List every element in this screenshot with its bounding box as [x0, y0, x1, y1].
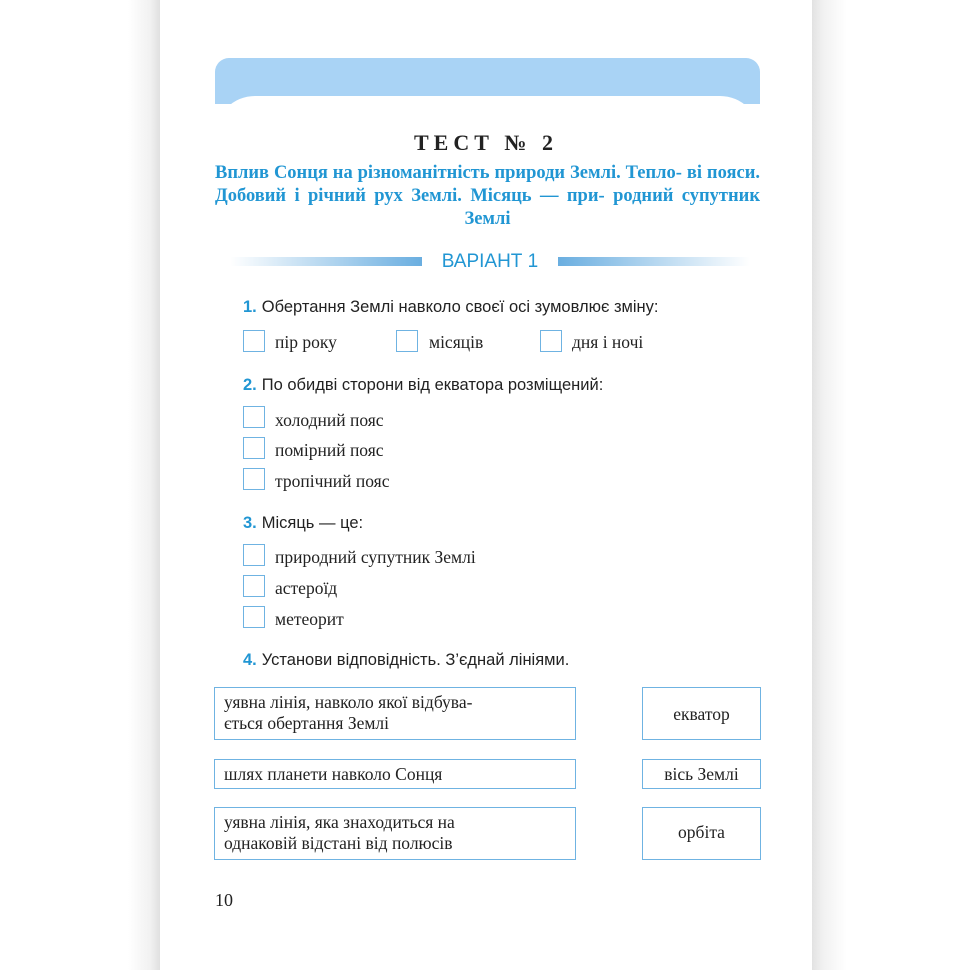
question-text: Установи відповідність. З’єднай лініями. — [261, 651, 570, 669]
option-checkbox[interactable] — [243, 406, 265, 428]
option-checkbox[interactable] — [243, 544, 265, 566]
subtitle-line: ві пояси. Добовий і річний рух Землі. Місяць — при- — [215, 163, 760, 206]
option-checkbox[interactable] — [243, 437, 265, 459]
variant-banner — [230, 250, 750, 274]
worksheet-page — [160, 0, 812, 970]
match-left-item[interactable] — [214, 759, 576, 789]
option-label: холодний пояс — [275, 410, 384, 430]
option-checkbox[interactable] — [243, 330, 265, 352]
question-1 — [243, 298, 659, 317]
variant-line-left — [230, 257, 422, 266]
option-label: помірний пояс — [275, 440, 384, 460]
question-text: По обидві сторони від екватора розміщений: — [261, 376, 604, 394]
option-label: місяців — [429, 332, 484, 352]
option-label: природний супутник Землі — [275, 547, 476, 567]
question-number: 4. — [243, 651, 257, 669]
match-text-line: шлях планети навколо Сонця — [224, 764, 443, 784]
option-checkbox[interactable] — [243, 468, 265, 490]
variant-line-right — [558, 257, 750, 266]
option-checkbox[interactable] — [396, 330, 418, 352]
test-subtitle — [215, 162, 760, 231]
match-left-item[interactable] — [214, 807, 576, 860]
page-number: 10 — [215, 890, 233, 910]
page-shadow-right — [812, 0, 970, 970]
question-3 — [243, 514, 363, 533]
match-right-item[interactable]: екватор — [642, 687, 761, 740]
option-checkbox[interactable] — [243, 606, 265, 628]
option-label: астероїд — [275, 578, 338, 598]
option-checkbox[interactable] — [243, 575, 265, 597]
test-title: ТЕСТ № 2 — [413, 130, 559, 155]
question-number: 3. — [243, 514, 257, 532]
variant-label: ВАРІАНТ 1 — [441, 251, 539, 272]
match-right-item[interactable]: орбіта — [642, 807, 761, 860]
question-number: 2. — [243, 376, 257, 394]
subtitle-line: Вплив Сонця на різноманітність природи Землі. Тепло- — [215, 163, 682, 183]
question-text: Обертання Землі навколо своєї осі зумовлює зміну: — [261, 298, 659, 316]
question-text: Місяць — це: — [261, 514, 364, 532]
question-2 — [243, 376, 603, 395]
option-label: дня і ночі — [572, 332, 644, 352]
match-text-line: уявна лінія, навколо якої відбува- — [224, 692, 473, 712]
match-text-line: однаковій відстані від полюсів — [224, 833, 453, 853]
option-label: тропічний пояс — [275, 471, 390, 491]
match-text-line: уявна лінія, яка знаходиться на — [224, 812, 455, 832]
subtitle-line: родний супутник Землі — [464, 186, 760, 229]
option-label: метеорит — [275, 609, 344, 629]
question-4 — [243, 651, 569, 670]
page-shadow-left — [0, 0, 160, 970]
match-text-line: ється обертання Землі — [224, 713, 390, 733]
option-label: пір року — [275, 332, 337, 352]
option-checkbox[interactable] — [540, 330, 562, 352]
match-left-item[interactable] — [214, 687, 576, 740]
match-right-item[interactable]: вісь Землі — [642, 759, 761, 789]
question-number: 1. — [243, 298, 257, 316]
